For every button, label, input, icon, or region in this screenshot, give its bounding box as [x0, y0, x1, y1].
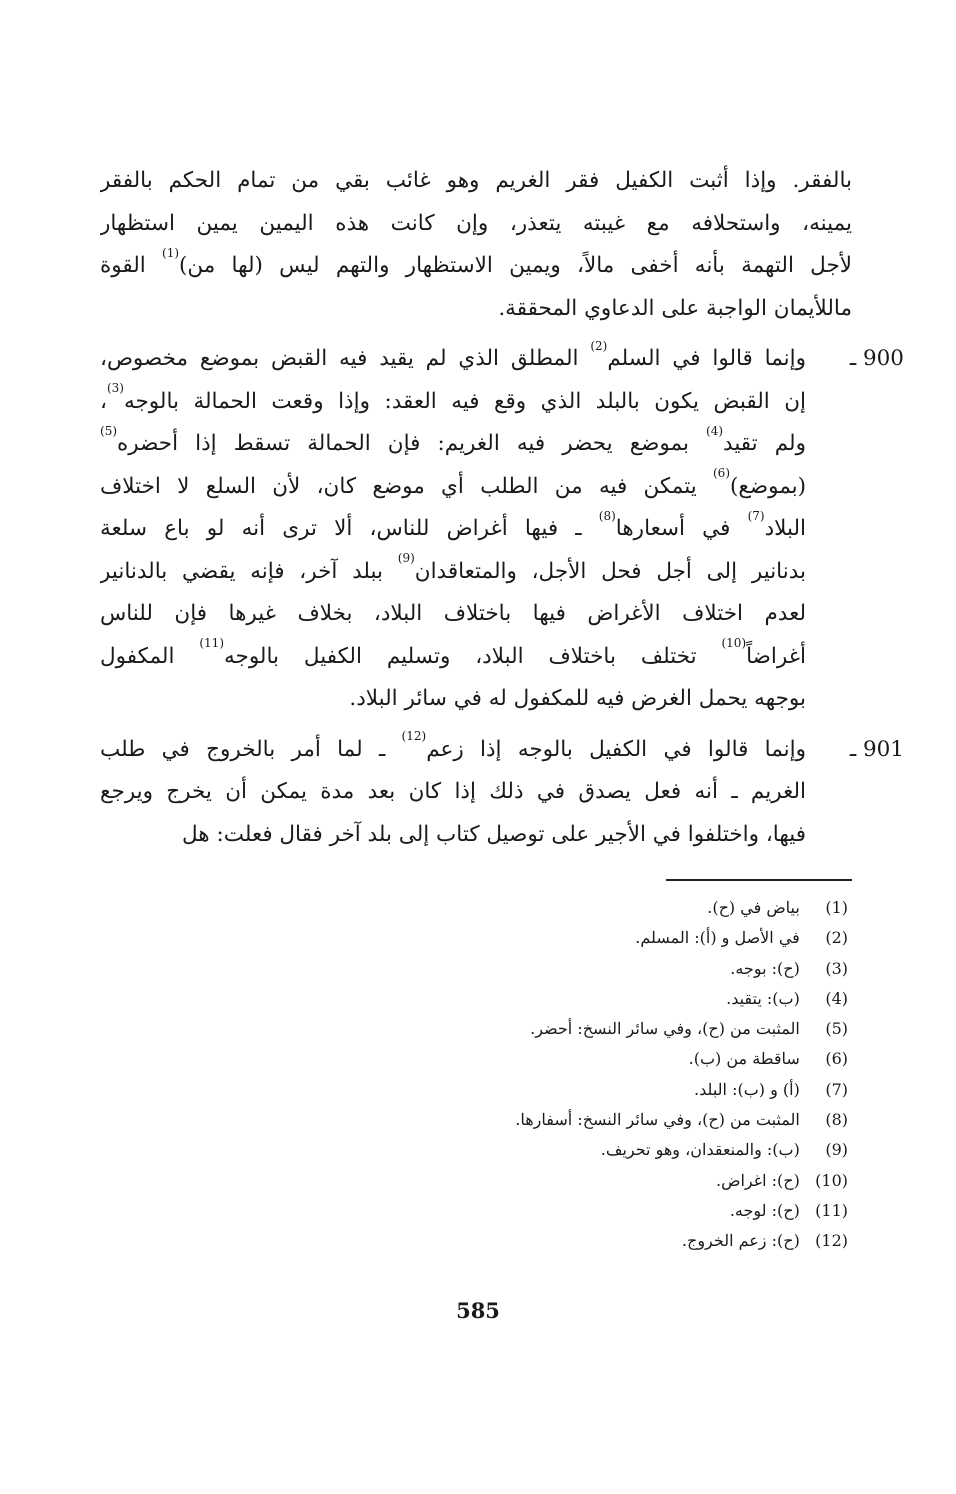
footnotes: [515, 893, 848, 1257]
footnote-ref[interactable]: (6): [712, 466, 730, 481]
text-line: [100, 636, 852, 679]
text-segment: المكفول: [100, 643, 200, 669]
footnote-text: (ح): بوجه.: [730, 958, 810, 978]
text-segment: القوة: [100, 253, 163, 278]
footnote-item: [515, 1075, 848, 1105]
text-line: [100, 381, 852, 424]
footnote-number: (2): [825, 928, 848, 948]
footnote-text: (ب): يتقيد.: [726, 988, 810, 1008]
footnote-number: (6): [825, 1049, 848, 1069]
text-line: [100, 729, 852, 772]
text-segment: لأجل التهمة بأنه أخفى مالاً، ويمين الاستظهار والتهم ليس (لها من): [179, 253, 852, 278]
text-line: [100, 160, 852, 203]
footnote-number: (3): [825, 958, 848, 978]
footnote-text: (ب): والمنعقدان، وهو تحريف.: [600, 1140, 810, 1160]
text-segment: ماللأيمان الواجبة على الدعاوي المحققة.: [498, 295, 852, 321]
footnote-ref[interactable]: (9): [397, 551, 415, 566]
text-segment: بدنانير إلى أجل فحل الأجل، والمتعاقدان: [414, 558, 806, 584]
footnote-number: (10): [815, 1170, 848, 1190]
footnote-ref[interactable]: (10): [721, 636, 747, 651]
text-segment: إن القبض يكون بالبلد الذي وقع فيه العقد: وإذا وقعت الحمالة بالوجه: [123, 388, 806, 414]
footnote-ref[interactable]: (8): [598, 508, 616, 523]
text-segment: بالفقر. وإذا أثبت الكفيل فقر الغريم وهو غائب بقي من تمام الحكم بالفقر: [100, 168, 852, 193]
footnote-text: (ح): زعم الخروج.: [681, 1231, 810, 1251]
footnote-text: المثبت من (ح)، وفي سائر النسخ: أحضر.: [530, 1019, 810, 1039]
footnote-ref[interactable]: (2): [590, 338, 608, 353]
footnote-ref[interactable]: (12): [401, 729, 427, 744]
text-segment: البلاد: [764, 516, 806, 541]
footnote-number: (7): [825, 1079, 848, 1099]
footnote-number: (12): [815, 1231, 848, 1251]
text-segment: لعدم اختلاف الأغراض فيها باختلاف البلاد، بخلاف غيرها فإن للناس: [100, 601, 806, 626]
page-number: 585: [456, 1298, 500, 1323]
footnote-ref[interactable]: (7): [747, 508, 765, 523]
footnote-text: (ح): لوجه.: [729, 1200, 810, 1220]
footnote-number: (11): [815, 1200, 848, 1220]
footnote-number: (4): [825, 988, 848, 1008]
footnote-item: [515, 984, 848, 1014]
footnote-text: في الأصل و (أ): المسلم.: [635, 928, 810, 948]
text-segment: وإنما قالوا في السلم: [607, 346, 806, 371]
text-line: [100, 338, 852, 381]
text-segment: ببلد آخر، فإنه يقضي بالدنانير: [100, 558, 398, 584]
text-segment: يتمكن فيه من الطلب أي موضع كان، لأن السلع لا اختلاف: [100, 473, 713, 499]
footnote-number: (5): [825, 1019, 848, 1039]
text-segment: أغراضاً: [746, 643, 806, 669]
footnote-item: [515, 1196, 848, 1226]
footnote-text: ساقطة من (ب).: [688, 1049, 810, 1069]
footnote-text: (ح): اغراض.: [716, 1170, 810, 1190]
footnote-item: [515, 1044, 848, 1074]
text-segment: وإنما قالوا في الكفيل بالوجه إذا زعم: [426, 736, 806, 762]
footnote-ref[interactable]: (5): [100, 423, 118, 438]
footnote-item: [515, 954, 848, 984]
text-segment: في أسعارها: [615, 516, 748, 541]
footnote-ref[interactable]: (3): [106, 381, 124, 396]
text-line: [100, 466, 852, 509]
footnote-ref[interactable]: (1): [162, 245, 180, 260]
footnote-number: (1): [825, 898, 848, 917]
text-line: [100, 678, 852, 721]
text-segment: تختلف باختلاف البلاد، وتسليم الكفيل بالوجه: [224, 643, 722, 669]
paragraph-901: [100, 729, 904, 857]
main-text: [100, 160, 904, 856]
footnote-item: [515, 1014, 848, 1044]
footnote-number: (9): [825, 1140, 848, 1160]
footnote-item: [515, 1105, 848, 1135]
text-line: [100, 551, 852, 594]
footnote-text: (أ) و (ب): البلد.: [694, 1079, 810, 1099]
footnote-item: [515, 923, 848, 953]
footnote-text: المثبت من (ح)، وفي سائر النسخ: أسفارها.: [515, 1110, 810, 1130]
paragraph-intro: [100, 160, 852, 330]
text-segment: المطلق الذي لم يقيد فيه القبض بموضع مخصوص،: [100, 346, 591, 371]
text-line: [100, 814, 852, 857]
footnote-item: [515, 1166, 848, 1196]
text-segment: ـ لما أمر بالخروج في طلب: [100, 736, 402, 762]
text-segment: يمينه، واستحلافه مع غيبته يتعذر، وإن كانت هذه اليمين يمين استظهار: [100, 210, 852, 236]
footnote-separator: [666, 879, 852, 881]
text-segment: ـ فيها أغراض للناس، ألا ترى أنه لو باع سلعة: [100, 516, 599, 541]
text-segment: بموضع يحضر فيه الغريم: فإن الحمالة تسقط إذا أحضره: [117, 431, 707, 456]
footnote-number: (8): [825, 1110, 848, 1130]
text-line: [100, 203, 852, 246]
text-line: [100, 288, 852, 331]
text-line: [100, 423, 852, 466]
footnote-text: بياض في (ح).: [707, 898, 810, 917]
text-segment: بوجهه يحمل الغرض فيه للمكفول له في سائر البلاد.: [349, 686, 806, 711]
text-segment: ،: [100, 388, 107, 414]
paragraph-number: 900 ـ: [849, 346, 904, 371]
text-line: [100, 245, 852, 288]
footnote-item: [515, 1135, 848, 1165]
text-segment: ولم تقيد: [723, 431, 806, 456]
paragraph-number: 901 ـ: [849, 736, 904, 762]
text-segment: فيها، واختلفوا في الأجير على توصيل كتاب إلى بلد آخر فقال فعلت: هل: [182, 821, 806, 847]
footnote-item: [515, 893, 848, 923]
text-segment: (بموضع): [730, 473, 806, 499]
text-line: [100, 771, 852, 814]
text-line: [100, 508, 852, 551]
text-segment: الغريم ـ أنه فعل يصدق في ذلك إذا كان بعد مدة يمكن أن يخرج ويرجع: [100, 779, 806, 804]
footnote-ref[interactable]: (11): [199, 636, 224, 651]
footnote-item: [515, 1226, 848, 1256]
paragraph-900: [100, 338, 904, 721]
footnote-ref[interactable]: (4): [706, 423, 724, 438]
text-line: [100, 593, 852, 636]
